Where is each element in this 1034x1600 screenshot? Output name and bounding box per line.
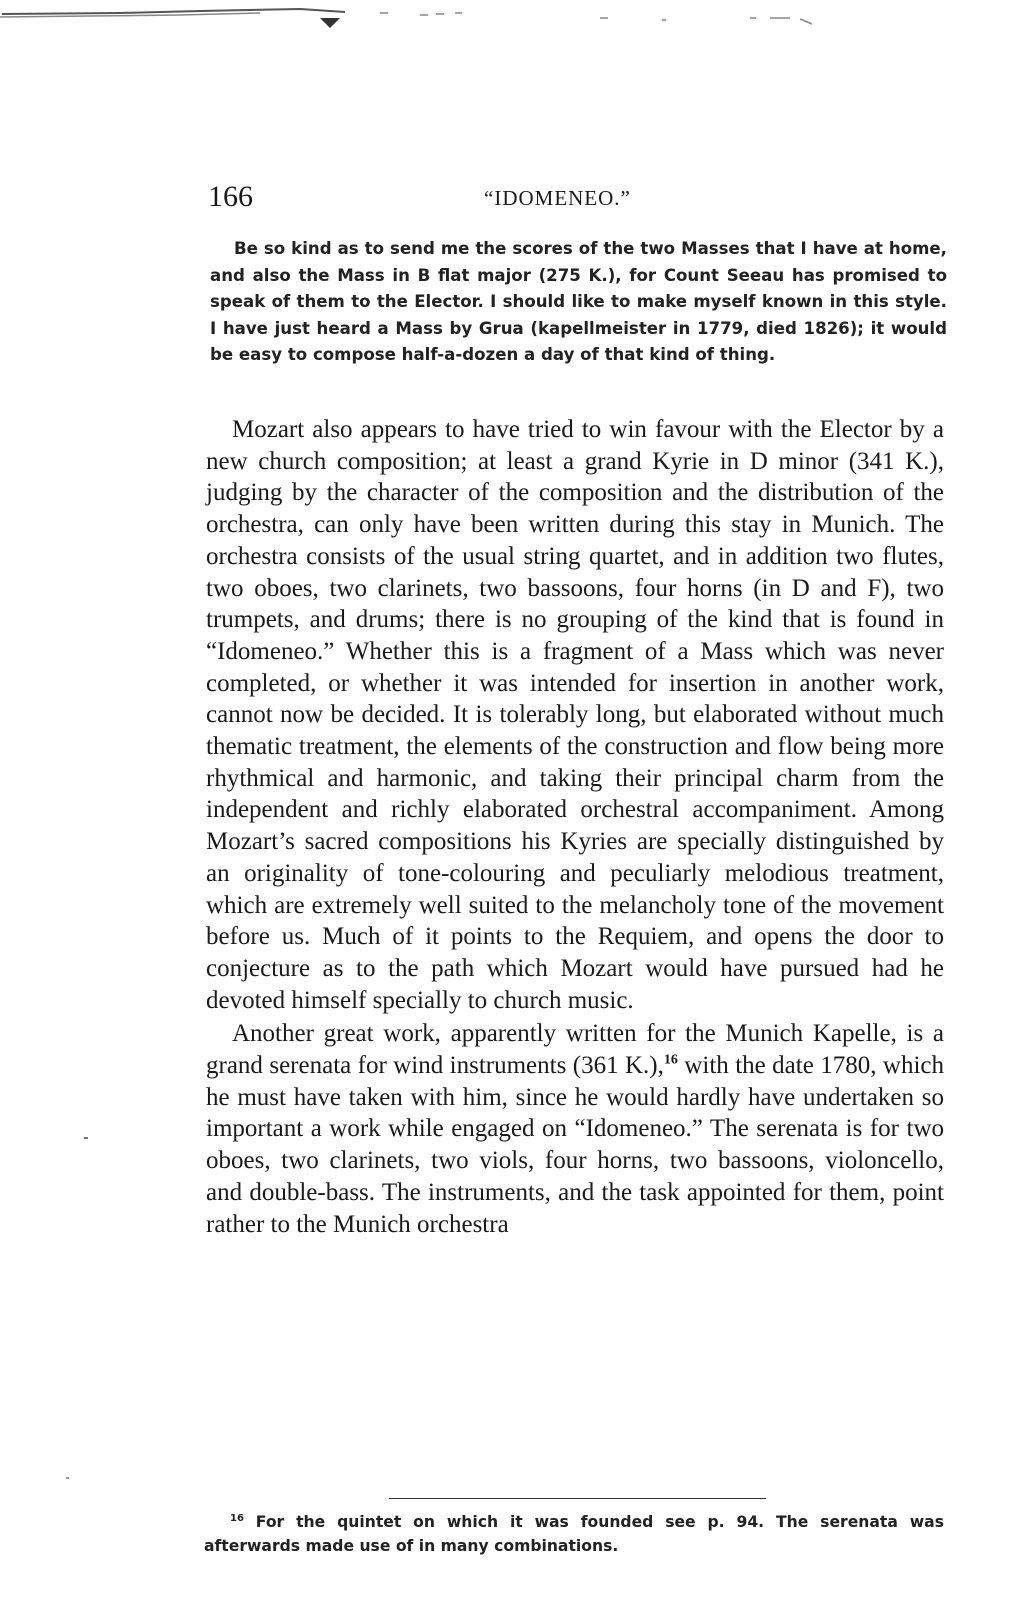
page-number: 166: [208, 180, 253, 213]
footnote-text: For the quintet on which it was founded see p. 94. The serenata was afterwards made use of in many combinations.: [204, 1513, 944, 1555]
footnote-divider: [389, 1498, 766, 1499]
paragraph-text: with the date 1780, which he must have taken with him, since he would hardly have undertaken so important a work while engaged on “Idomeneo.” The serenata is for two oboes, two clarinets, two viols, four horns, two bassoons, violoncello, and double-bass. The instruments, and the task appointed for them, point rather to the Munich orchestra: [206, 1052, 944, 1238]
scan-edge-artifact: [0, 0, 1034, 40]
footnote-paragraph: [204, 1510, 944, 1558]
footnote: [204, 1510, 944, 1558]
running-title: “IDOMENEO.”: [484, 186, 631, 210]
footnote-number: 16: [230, 1512, 244, 1524]
scan-speck: [84, 1137, 88, 1139]
letter-excerpt: [210, 236, 947, 369]
letter-paragraph: Be so kind as to send me the scores of the two Masses that I have at home, and also the Mass in B flat major (275 K.), for Count Seeau has promised to speak of them to the Elector. I should like to make myself known in this style. I have just heard a Mass by Grua (kapellmeister in 1779, died 1826); it would be easy to compose half-a-dozen a day of that kind of thing.: [210, 239, 947, 364]
body-paragraph: [206, 1018, 944, 1240]
page-header: [208, 180, 946, 220]
main-text: [206, 414, 944, 1240]
footnote-reference: 16: [663, 1052, 678, 1068]
scan-speck: [66, 1477, 69, 1479]
body-paragraph: Mozart also appears to have tried to win favour with the Elector by a new church composition; at least a grand Kyrie in D minor (341 K.), judging by the character of the composition and the distribution of the orchestra, can only have been written during this stay in Munich. The orchestra consists of the usual string quartet, and in addition two flutes, two oboes, two clarinets, two bassoons, four horns (in D and F), two trumpets, and drums; there is no grouping of the kind that is found in “Idomeneo.” Whether this is a fragment of a Mass which was never completed, or whether it was intended for insertion in another work, cannot now be decided. It is tolerably long, but elaborated without much thematic treatment, the elements of the construction and flow being more rhythmical and harmonic, and taking their principal charm from the independent and richly elaborated orchestral accompaniment. Among Mozart’s sacred compositions his Kyries are specially distinguished by an originality of tone-colouring and peculiarly melodious treatment, which are extremely well suited to the melancholy tone of the movement before us. Much of it points to the Requiem, and opens the door to conjecture as to the path which Mozart would have pursued had he devoted himself specially to church music.: [206, 416, 944, 1014]
paragraph-text: Another great work, apparently written for the Munich Kapelle, is a grand serenata for wind instruments (361 K.),: [206, 1020, 944, 1080]
